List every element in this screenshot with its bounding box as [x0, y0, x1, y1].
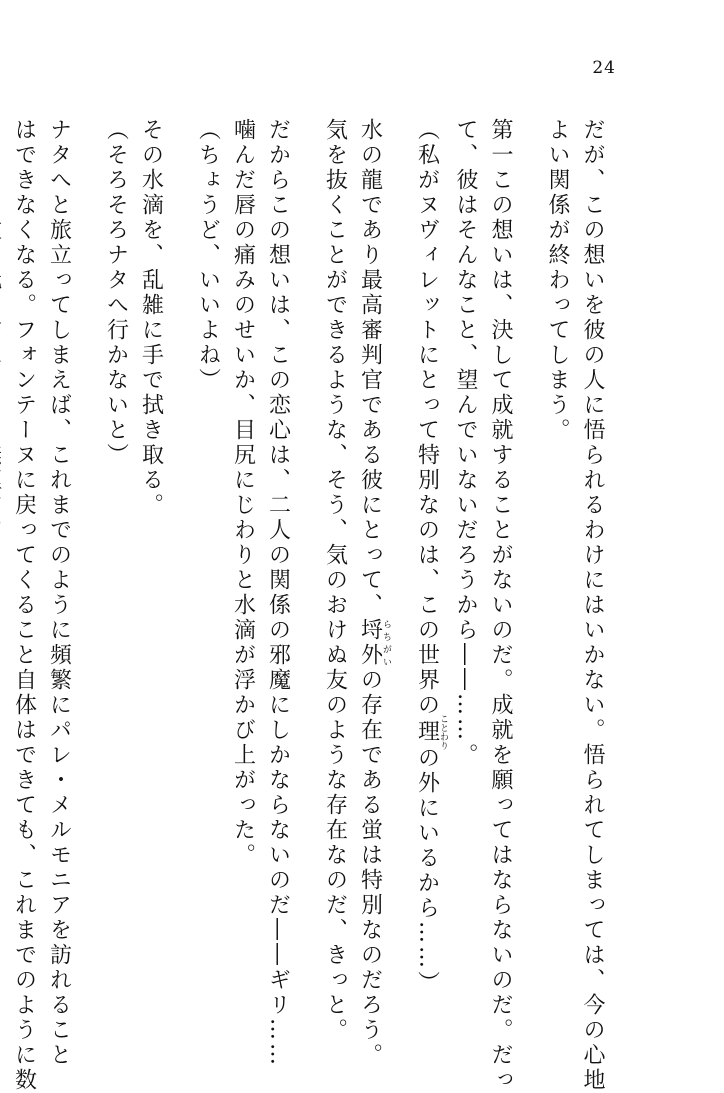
line-segment: の存在である蛍は特別なのだろう。 — [357, 668, 383, 1068]
ruby-reading: らちがい — [381, 618, 391, 668]
text-line: はできなくなる。フォンテーヌに戻ってくること自体はできても、これまでのように数 — [11, 118, 37, 1093]
text-line: だが、この想いを彼の人に悟られるわけにはいかない。悟られてしまっては、今の心地 — [580, 118, 605, 1093]
text-line: て、彼はそんなこと、望んでいないだろうから――……。 — [453, 118, 478, 768]
ruby-base: 理 — [414, 714, 440, 750]
text-line: （そろそろナタへ行かないと） — [103, 118, 129, 468]
text-line — [410, 118, 449, 998]
text-line: 気を抜くことができるような、そう、気のおけぬ友のような存在なのだ、きっと。 — [322, 118, 348, 1043]
line-segment: の外にいるから……） — [414, 746, 440, 996]
ruby-base: 埒外 — [357, 618, 383, 668]
text-line: 第一この想いは、決して成就することがないのだ。成就を願ってはならないのだ。だっ — [488, 118, 513, 1093]
text-line: ナタへと旅立ってしまえば、これまでのように頻繁にパレ・メルモニアを訪れること — [46, 118, 72, 1068]
text-line: よい関係が終わってしまう。 — [545, 118, 570, 443]
text-line: その水滴を、乱雑に手で拭き取る。 — [138, 118, 164, 518]
text-line: だからこの想いは、この恋心は、二人の関係の邪魔にしかならないのだ――ギリ…… — [265, 118, 291, 1068]
text-line: 噛んだ唇の痛みのせいか、目尻にじわりと水滴が浮かび上がった。 — [230, 118, 256, 868]
body-text — [11, 118, 632, 1093]
ruby-word — [357, 618, 391, 668]
text-line — [353, 118, 410, 1068]
text-line — [0, 118, 7, 998]
ruby-word — [414, 714, 448, 750]
line-segment: （私がヌヴィレットにとって特別なのは、この世界の — [414, 118, 440, 718]
page-number: 24 — [592, 58, 616, 78]
line-segment: 水の龍であり最高審判官である彼にとって、 — [357, 118, 383, 618]
text-line: （ちょうど、いいよね） — [195, 118, 221, 393]
ruby-reading: ことわり — [438, 714, 448, 750]
